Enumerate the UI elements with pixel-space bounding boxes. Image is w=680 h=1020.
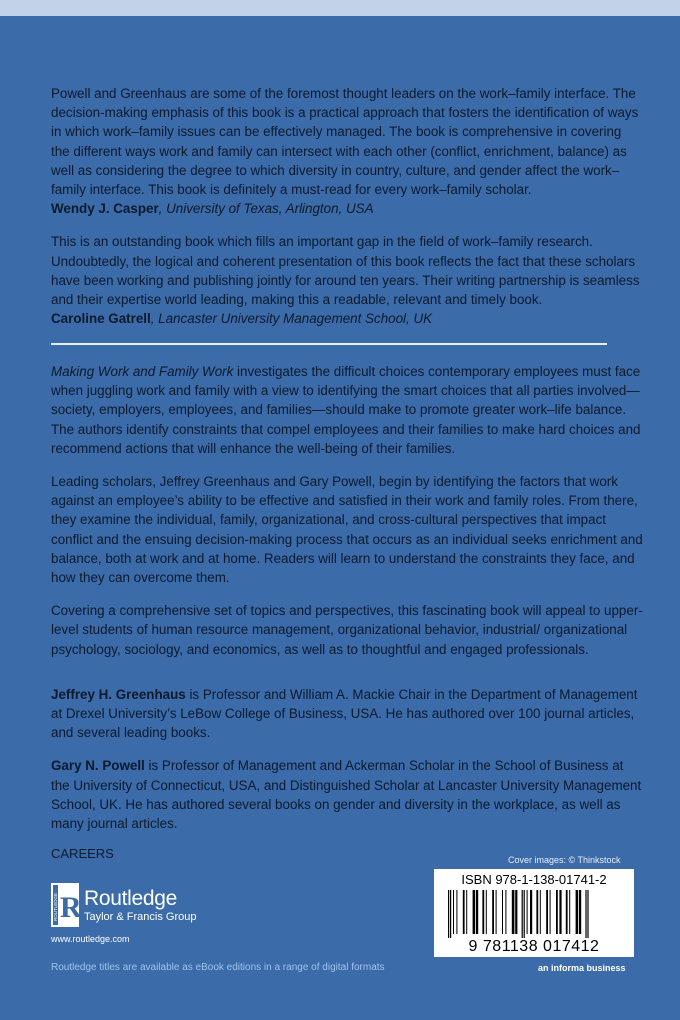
book-title: Making Work and Family Work bbox=[51, 364, 234, 379]
isbn-label: ISBN 978-1-138-01741-2 bbox=[461, 872, 607, 887]
description-paragraph-2: Leading scholars, Jeffrey Greenhaus and Gary Powell, begin by identifying the factors that work against an employee’s ability to be effective and satisfied in their work and family roles. From there, they examine the individual, family, organizational, and cross-cultural perspectives that impact conflict and the ensuing decision-making process that occurs as an individual seeks enrichment and balance, both at work and at home. Readers will learn to understand the constraints they face, and how they can overcome them. bbox=[51, 474, 643, 586]
author-bio-2 bbox=[51, 756, 643, 833]
author-name: Gary N. Powell bbox=[51, 758, 145, 774]
endorsement-2 bbox=[51, 232, 643, 328]
endorser-affiliation: , University of Texas, Arlington, USA bbox=[158, 201, 374, 217]
publisher-name: Routledge bbox=[84, 887, 178, 910]
endorsements bbox=[51, 84, 643, 328]
routledge-logo-icon bbox=[51, 883, 82, 927]
logo-letter: R bbox=[60, 891, 82, 924]
publisher-subtitle: Taylor & Francis Group bbox=[84, 911, 197, 923]
logo-side-text: ROUTLEDGE bbox=[53, 892, 58, 921]
ebook-note: Routledge titles are available as eBook editions in a range of digital formats bbox=[51, 962, 385, 973]
endorsement-1 bbox=[51, 84, 643, 218]
description-paragraph-1 bbox=[51, 362, 643, 458]
author-name: Jeffrey H. Greenhaus bbox=[51, 686, 186, 702]
subject-category: CAREERS bbox=[51, 846, 114, 861]
top-notch-decoration bbox=[0, 0, 120, 46]
author-bio-text: is Professor of Management and Ackerman Scholar in the School of Business at the University of Connecticut, USA, and Distinguished Scholar at Lancaster University Management School, UK. He has authored several books on gender and diversity in the workplace, as well as many journal articles. bbox=[51, 758, 642, 832]
isbn-barcode bbox=[434, 869, 634, 957]
publisher-url[interactable]: www.routledge.com bbox=[51, 934, 130, 944]
cover-credit: Cover images: © Thinkstock bbox=[508, 855, 621, 865]
book-description bbox=[51, 362, 643, 833]
author-bio-1 bbox=[51, 685, 643, 743]
author-bio-text: is Professor and William A. Mackie Chair in the Department of Management at Drexel University’s LeBow College of Business, USA. He has authored over 100 journal articles, and several leading books. bbox=[51, 686, 638, 741]
description-text: investigates the difficult choices contemporary employees must face when juggling work and family with a view to identifying the smart choices that all parties involved—society, employers, employees, and families—should make to promote greater work–life balance. The authors identify constraints that compel employees and their families to make hard choices and recommend actions that will enhance the well-being of their families. bbox=[51, 364, 641, 456]
endorser-name: Wendy J. Casper bbox=[51, 201, 159, 217]
barcode-graphic bbox=[444, 890, 624, 938]
description-paragraph-3: Covering a comprehensive set of topics and perspectives, this fascinating book will appeal to upper-level students of human resource management, organizational behavior, industrial/ organizational psychology, sociology, and economics, as well as to thoughtful and engaged professionals. bbox=[51, 603, 643, 657]
isbn-digits: 9 781138 017412 bbox=[468, 938, 600, 955]
endorsement-text: This is an outstanding book which fills an important gap in the field of work–family research. Undoubtedly, the logical and coherent presentation of this book reflects the fact that these scholars have been working and publishing jointly for around ten years. Their writing partnership is seamless and their expertise world leading, making this a readable, relevant and timely book. bbox=[51, 234, 640, 308]
endorsement-text: Powell and Greenhaus are some of the foremost thought leaders on the work–family interface. The decision-making emphasis of this book is a practical approach that fosters the identification of ways in which work–family issues can be effectively managed. The book is comprehensive in covering the different ways work and family can intersect with each other (conflict, enrichment, balance) as well as considering the degree to which diversity in country, culture, and gender affect the work–family interface. This book is definitely a must-read for every work–family scholar. bbox=[51, 86, 639, 198]
section-divider bbox=[51, 343, 607, 345]
informa-tagline: an informa business bbox=[538, 963, 626, 973]
endorser-affiliation: , Lancaster University Management School, UK bbox=[150, 311, 433, 327]
endorser-name: Caroline Gatrell bbox=[51, 311, 151, 327]
